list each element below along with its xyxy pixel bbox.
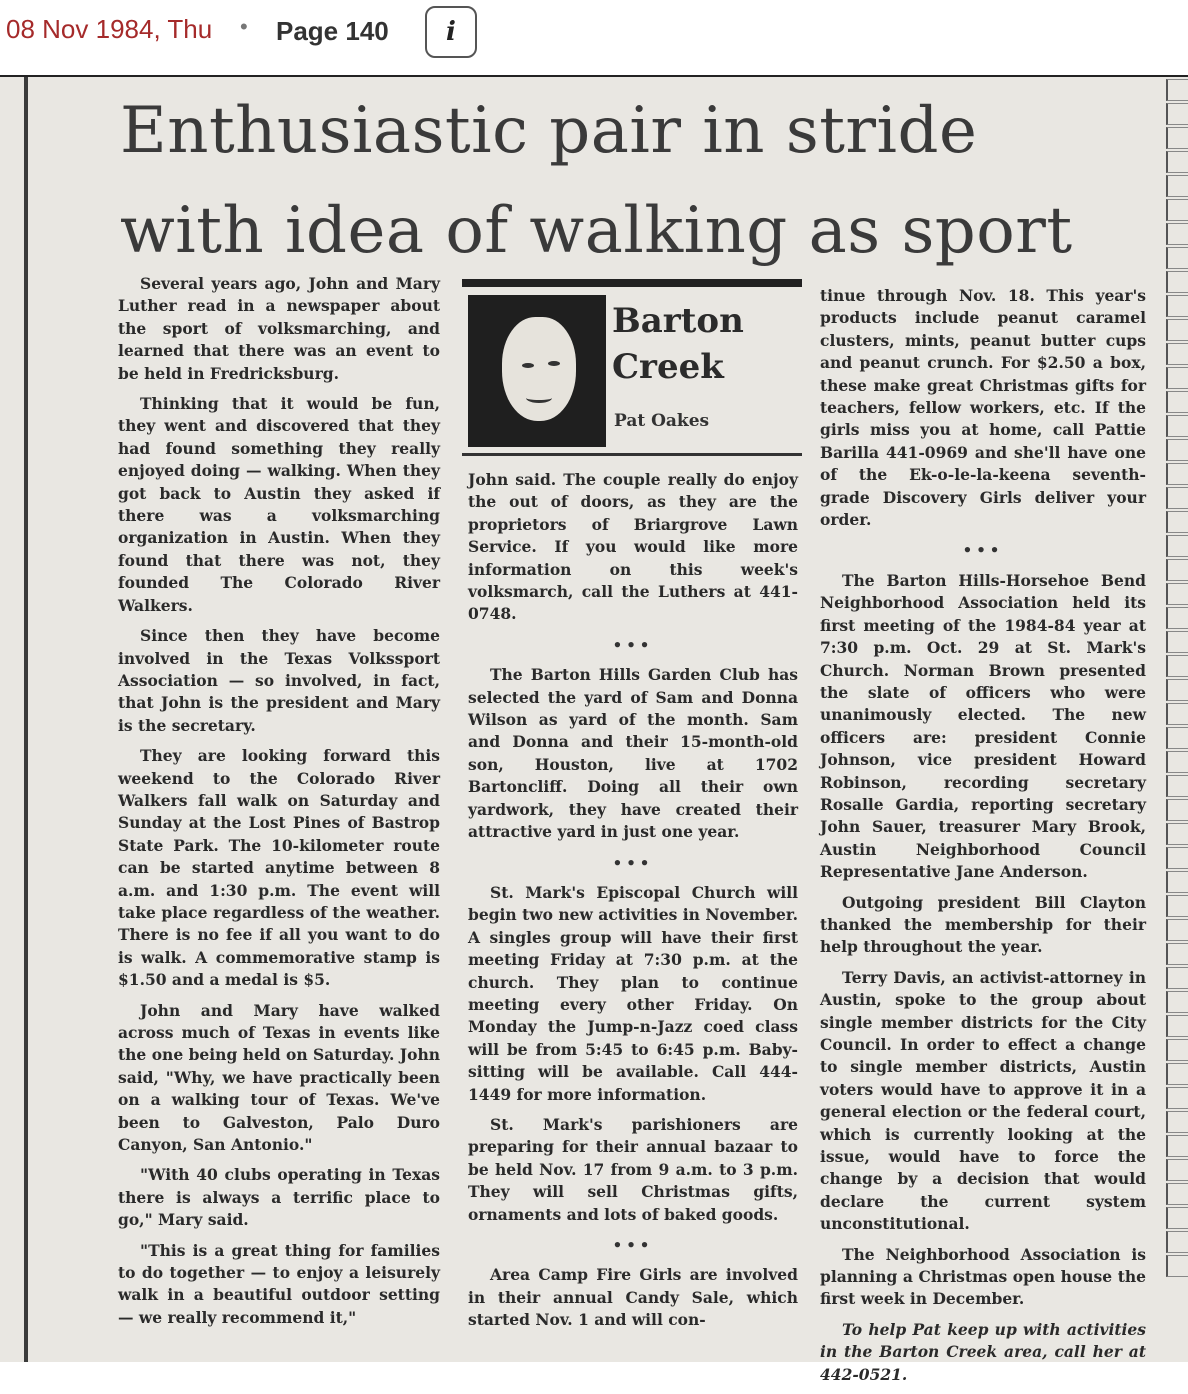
article-column-1 [118,273,440,1337]
paragraph: tinue through Nov. 18. This year's products include peanut caramel clusters, mints, peanut butter cups and peanut crunch. For $2.50 a box, these make great Christmas gifts for teachers, fellow workers, etc. If the girls miss you at home, call Pattie Barilla 441-0969 and she'll have one of the Ek-o-le-la-keena seventh-grade Discovery Girls deliver your order. [820,286,1146,530]
paragraph: John and Mary have walked across much of Texas in events like the one being held on Saturday. John said, "Why, we have practically been on a walking tour of Texas. We've been to Galveston, Palo Duro Canyon, San Antonio." [118,1000,440,1155]
paragraph: St. Mark's parishioners are preparing for their annual bazaar to be held Nov. 17 from 9 a.m. to 3 p.m. They will sell Christmas gifts, ornaments and lots of baked goods. [468,1114,798,1224]
section-separator: ••• [962,541,1004,560]
info-button[interactable]: i [425,6,477,58]
publication-date: 08 Nov 1984, Thu [6,14,213,44]
paragraph: Since then they have become involved in the Texas Volkssport Association — so involved, in fact, that John is the president and Mary is the secretary. [118,626,440,735]
page-number: Page 140 [276,16,389,46]
paragraph: Outgoing president Bill Clayton thanked the membership for their help throughout the year. [820,892,1146,957]
portrait-eye [548,361,560,366]
header-separator: • [240,14,248,39]
paragraph: Area Camp Fire Girls are involved in their annual Candy Sale, which started Nov. 1 and will con- [468,1265,798,1330]
page-header [0,0,1188,76]
column-rule [24,77,28,1362]
author-portrait [468,295,606,447]
portrait-face [502,317,576,421]
column-title-line-2: Creek [612,347,724,387]
paragraph: They are looking forward this weekend to the Colorado River Walkers fall walk on Saturday and Sunday at the Lost Pines of Bastrop State Park. The 10-kilometer route can be started anytime between 8 a.m. and 1:30 p.m. The event will take place regardless of the weather. There is no fee if all you want to do is walk. A commemorative stamp is $1.50 and a medal is $5. [118,746,440,990]
paragraph: Terry Davis, an activist-attorney in Austin, spoke to the group about single member districts for the City Council. In order to effect a change to single member districts, Austin voters would have to approve it in a general election or the federal court, which is currently looking at the issue, would have to force the change by a decision that would declare the current system unconstitutional. [820,967,1146,1234]
section-separator: ••• [612,853,654,872]
box-top-rule [462,279,802,287]
column-header-box [462,279,802,461]
article-column-3 [820,285,1146,1394]
headline-line-2: with idea of walking as sport [120,194,1073,268]
paragraph: Thinking that it would be fun, they went and discovered that they had found something they really enjoyed doing — walking. When they got back to Austin they asked if there was a volksmarching organization in Austin. When they found that there was not, they founded The Colorado River Walkers. [118,394,440,615]
paragraph: "With 40 clubs operating in Texas there is always a terrific place to go," Mary said. [118,1165,440,1230]
column-title-line-1: Barton [612,301,744,341]
paragraph: The Neighborhood Association is planning a Christmas open house the first week in December. [820,1244,1146,1309]
article-headline [120,81,1160,281]
paragraph: Several years ago, John and Mary Luther read in a newspaper about the sport of volksmarching, and learned that there was an event to be held in Fredricksburg. [118,274,440,383]
paragraph: The Barton Hills Garden Club has selected the yard of Sam and Donna Wilson as yard of the month. Sam and Donna and their 15-month-old son, Houston, live at 1702 Bartoncliff. Doing all their own yardwork, they have created their attractive yard in just one year. [468,665,798,842]
newspaper-scan[interactable] [0,77,1188,1384]
paragraph: "This is a great thing for families to do together — to enjoy a leisurely walk in a beautiful outdoor setting — we really recommend it," [118,1240,440,1327]
section-separator: ••• [612,635,654,654]
portrait-mouth [526,393,552,403]
paragraph: The Barton Hills-Horsehoe Bend Neighborhood Association held its first meeting of the 1984-84 year at 7:30 p.m. Oct. 29 at St. Mark's Church. Norman Brown presented the slate of officers who were unanimously elected. The new officers are: president Connie Johnson, vice president Howard Robinson, recording secretary Rosalle Gardia, reporting secretary John Sauer, treasurer Mary Brook, Austin Neighborhood Council Representative Jane Anderson. [820,570,1146,882]
author-byline: Pat Oakes [614,411,710,431]
adjacent-page-edge [1166,77,1188,1362]
contact-note: To help Pat keep up with activities in the Barton Creek area, call her at 442-0521. [820,1319,1146,1384]
section-separator: ••• [612,1236,654,1254]
paragraph: St. Mark's Episcopal Church will begin two new activities in November. A singles group will have their first meeting Friday at 7:30 p.m. at the church. They plan to continue meeting every other Friday. On Monday the Jump-n-Jazz coed class will be from 5:45 to 6:45 p.m. Baby-sitting will be available. Call 444-1449 for more information. [468,882,798,1104]
headline-line-1: Enthusiastic pair in stride [120,94,978,168]
portrait-eye [522,363,534,368]
box-bottom-rule [462,453,802,456]
article-column-2 [468,469,798,1340]
paragraph: John said. The couple really do enjoy the out of doors, as they are the proprietors of Briargrove Lawn Service. If you would like more information on this week's volksmarch, call the Luthers at 441-0748. [468,470,798,624]
